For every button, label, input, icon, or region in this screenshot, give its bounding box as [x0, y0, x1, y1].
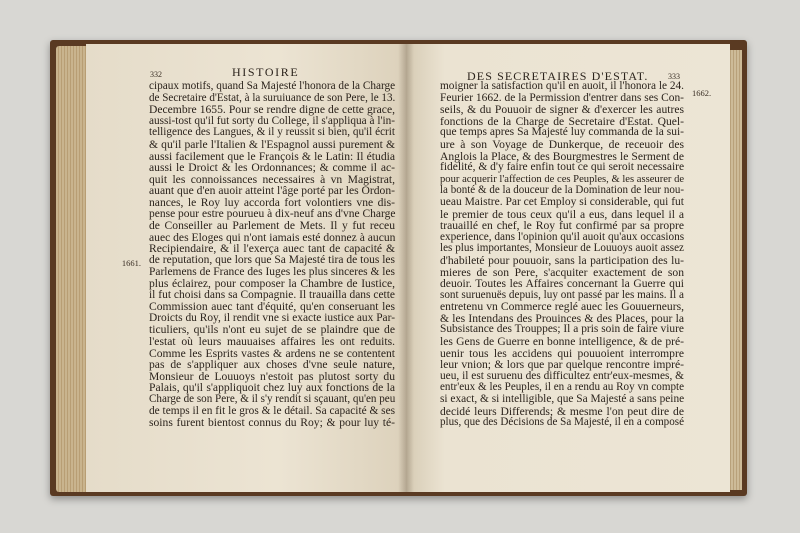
text-line: quit les connoissances necessaires à vn Magistrat, — [149, 172, 395, 186]
text-line: aussi facilement que le François & le Latin: Il étudia — [149, 149, 395, 163]
text-line: les plus importantes, Monsieur de Louuoys auoit assez — [440, 242, 684, 255]
text-line: experience, dans l'opinion qu'il auoit qu'aux occasions — [440, 230, 685, 243]
text-line: Charge de son Pere, & il s'y rendit si sçauant, qu'en peu — [149, 393, 396, 406]
text-line: telligence des Langues, & il y reussit si bien, qu'il écrit — [149, 126, 395, 139]
page-block-edge — [56, 46, 90, 492]
text-line: Droicts du Roy, il rendit vne si exacte iustice aux Par- — [149, 311, 395, 324]
text-line: ticuliers, qu'ils n'ont eu sujet de se plaindre que de — [149, 323, 395, 337]
text-line: Subsistance des Trouppes; Il a pris soin de faire viure — [440, 323, 684, 336]
text-line: plus, que des Décisions de Sa Majesté, il en a composé — [440, 416, 684, 429]
text-line: plus éclairez, pour composer la Chambre de Iustice, — [149, 277, 395, 291]
text-line: trauaillé en chef, le Roy fut confirmé par sa propre — [440, 219, 684, 233]
text-line: & les Intendans des Prouinces & des Places, pour la — [440, 311, 684, 325]
text-line: sont suruenuës depuis, luy ont passé par les mains. Il a — [440, 288, 684, 301]
text-line: de Conseiller au Parlement de Mets. Il y fut receu — [149, 219, 395, 233]
left-margin-note: 1661. — [121, 258, 141, 268]
text-line: seils, & du Pouuoir de signer & d'exercer les autres — [440, 103, 684, 117]
text-line: deuoir. Toutes les Affaires concernant la Guerre qui — [440, 277, 684, 291]
text-line: aussi-tost qu'il fut sorty du College, il s'appliqua à l'in- — [149, 114, 395, 127]
text-line: aussi le Droict & les Ordonnances; & comme il ac- — [149, 161, 395, 175]
text-line: pense pour estre pourueu à dix-neuf ans d'vne Charge — [149, 207, 396, 220]
text-line: cipaux motifs, quand Sa Majesté l'honora de la Charge — [149, 80, 396, 92]
right-margin-note: 1662. — [692, 88, 712, 98]
left-page-number: 332 — [150, 70, 162, 79]
text-line: Anglois la Place, & des Bourgmestres le Serment de — [440, 149, 684, 163]
text-line: entr'eux & les Peuples, il en a rendu au Roy vn compte — [440, 381, 684, 394]
text-line: auec des Eloges qui n'ont iamais esté donnez à aucun — [149, 230, 396, 244]
text-line: le premier de tous ceux qu'il a eus, dans lequel il a — [440, 207, 684, 221]
text-line: Commission auec tant d'équité, qu'en conseruant les — [149, 300, 395, 314]
text-line: la bonté & de la douceur de la Domination de leur nou- — [440, 184, 684, 197]
text-line: Decembre 1655. Pour se rendre digne de cette grace, — [149, 103, 395, 117]
text-line: ueu, il est suruenu des difficultez entr'eux-mesmes, & — [440, 369, 684, 382]
text-line: les Gens de Guerre en bonne intelligence, & de pré- — [440, 335, 684, 349]
text-line: Feurier 1662. de la Permission d'entrer dans ses Con- — [440, 91, 684, 104]
text-line: que temps apres Sa Majesté luy commanda de la sui- — [440, 126, 684, 139]
right-page-number: 333 — [668, 72, 680, 81]
book-gutter — [398, 44, 414, 492]
text-line: de reputation, que lors que Sa Majesté tira de tous les — [149, 253, 395, 266]
text-line: Palais, qu'il s'appliquoit chez luy aux fonctions de la — [149, 381, 395, 395]
left-running-head: HISTOIRE — [232, 65, 300, 79]
text-line: Recipiendaire, & il l'exerça auec tant de capacité & — [149, 242, 395, 256]
text-line: Comme les Esprits vastes & ardens ne se contentent — [149, 346, 395, 360]
text-line: il fut choisi dans sa Compagnie. Il trauailla dans cette — [149, 288, 395, 301]
text-line: fonctions de la Charge de Secretaire d'Estat. Quel- — [440, 114, 684, 128]
text-line: ueau Maistre. Par cet Employ si considerable, qui fut — [440, 195, 684, 208]
text-line: l'estat où leurs mauuaises affaires les ont reduits. — [149, 335, 395, 349]
text-line: Monsieur de Louuoys n'estoit pas plutost sorty du — [149, 369, 395, 383]
text-line: pas de s'appliquer aux choses d'vne seule nature, — [149, 358, 395, 372]
text-line: entretenu vn Commerce reglé auec les Gouuerneurs, — [440, 300, 684, 314]
text-line: si exact, & si intelligible, que Sa Majesté a sans peine — [440, 393, 685, 406]
text-line: auant que d'en auoir atteint l'âge porté par les Ordon- — [149, 184, 395, 198]
text-line: & qu'il parle l'Italien & l'Espagnol aussi purement & — [149, 137, 395, 151]
text-line: leur vnion; & lors que par quelque rencontre impré- — [440, 358, 684, 372]
text-line: de Secretaire d'Estat, à la suruiuance de son Pere, le 13. — [149, 91, 396, 104]
right-page-body — [440, 81, 684, 429]
text-line: pour acquerir l'affection de ces Peuples, & les asseurer de — [440, 173, 685, 185]
text-line: decidé leurs Differends; & mesme l'on peut dire de — [440, 404, 684, 418]
text-line: de temps il en fit le gros & le détail. Sa capacité & ses — [149, 404, 396, 417]
page-block-edge-right — [728, 50, 742, 490]
text-line: fidelité, & d'y faire enfin tout ce qui seroit necessaire — [440, 161, 685, 174]
text-line: mieres de son Pere, s'acquiter exactement de son — [440, 265, 684, 279]
text-line: nances, le Roy luy accorda fort volontiers vne dis- — [149, 195, 395, 209]
text-line: moigner la satisfaction qu'il en auoit, il l'honora le 24. — [440, 80, 684, 92]
text-line: d'habileté pour pouuoir, sans la participation des lu- — [440, 253, 684, 267]
text-line: uenir tous les accidens qui pouuoient interrompre — [440, 346, 684, 360]
text-line: soins furent bientost connus du Roy; & pour luy té- — [149, 416, 395, 430]
left-page-body — [149, 81, 395, 429]
text-line: ure à son Voyage de Dunkerque, de receuoir des — [440, 137, 684, 151]
text-line: Parlemens de France des Iuges les plus sinceres & les — [149, 265, 395, 278]
right-running-head: DES SECRETAIRES D'ESTAT. — [467, 69, 649, 83]
